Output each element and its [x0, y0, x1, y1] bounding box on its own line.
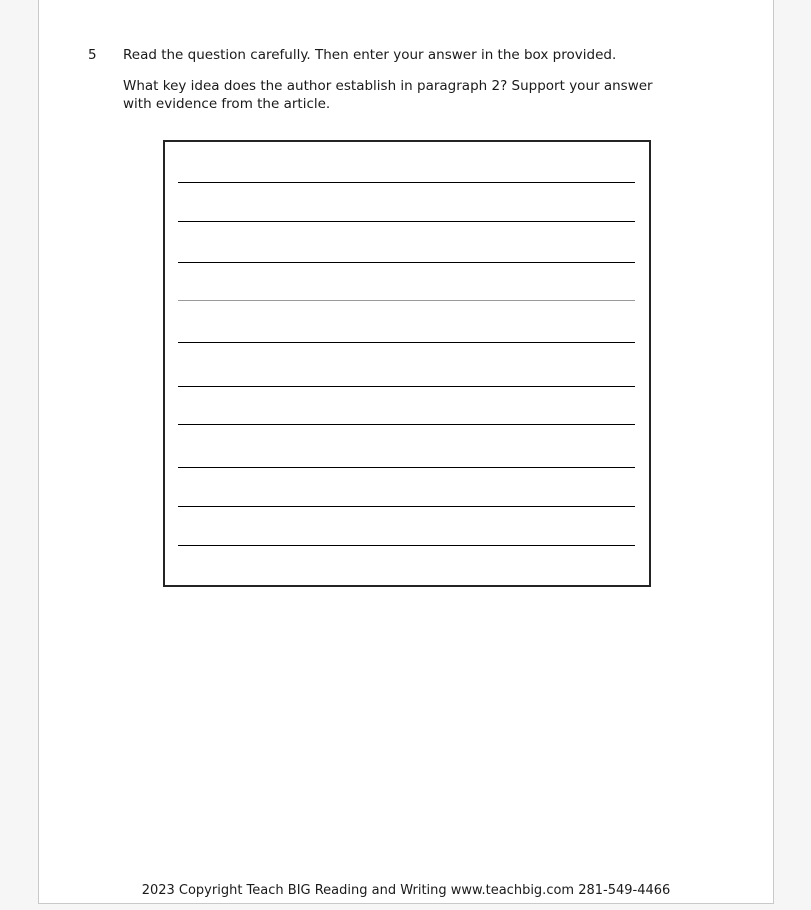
answer-line [178, 262, 635, 263]
answer-line [178, 506, 635, 507]
footer-copyright: 2023 Copyright Teach BIG Reading and Writing www.teachbig.com 281-549-4466 [141, 883, 671, 898]
answer-line [178, 424, 635, 425]
question-prompt: Read the question carefully. Then enter your answer in the box provided. [123, 47, 617, 63]
question-number: 5 [88, 47, 97, 63]
answer-line [178, 182, 635, 183]
answer-line [178, 221, 635, 222]
answer-line [178, 545, 635, 546]
question-text-line-2: with evidence from the article. [123, 95, 331, 112]
answer-line [178, 300, 635, 301]
answer-line [178, 467, 635, 468]
question-text [123, 78, 653, 113]
answer-line [178, 386, 635, 387]
question-text-line-1: What key idea does the author establish in paragraph 2? Support your answer [123, 78, 653, 94]
answer-line [178, 342, 635, 343]
document-page [38, 0, 774, 904]
answer-box[interactable] [163, 140, 651, 587]
